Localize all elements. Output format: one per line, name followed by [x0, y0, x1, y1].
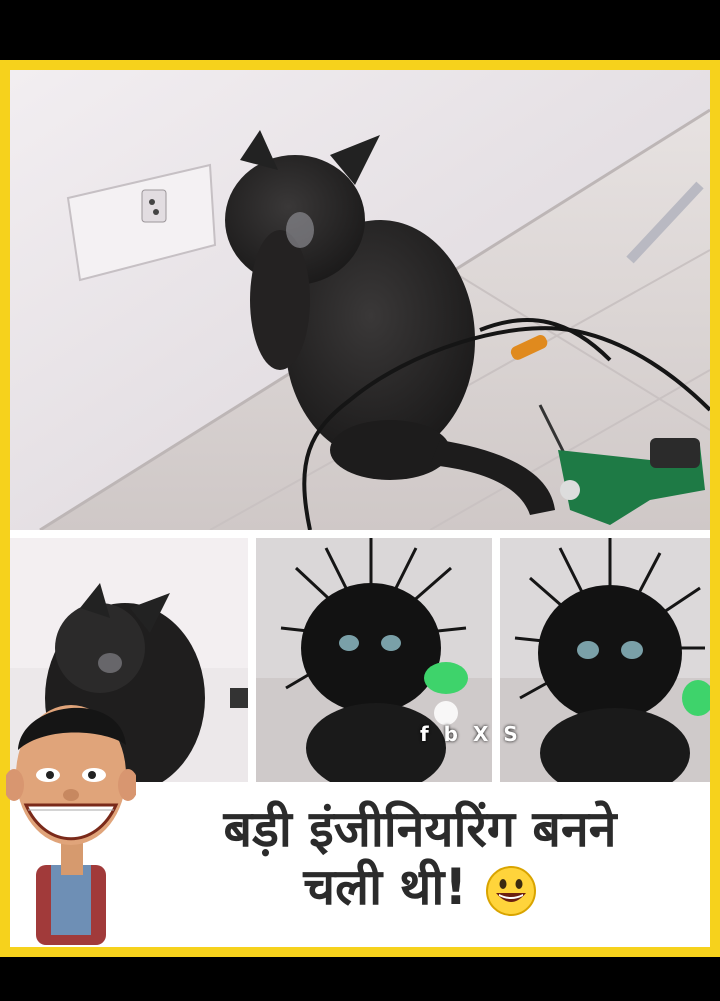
caption-line-2: चली थी! — [303, 858, 468, 916]
photo-cat-at-socket — [10, 70, 710, 530]
caption-line-1: बड़ी इंजीनियरिंग बनने — [223, 800, 617, 858]
photo-electrified-cat-2 — [500, 538, 710, 782]
smiling-face-icon — [485, 865, 537, 917]
caption-line-2-wrap — [150, 858, 690, 917]
cartoon-avatar — [6, 690, 136, 950]
watermark-text: f b X S — [420, 722, 522, 746]
meme-caption — [150, 800, 690, 917]
